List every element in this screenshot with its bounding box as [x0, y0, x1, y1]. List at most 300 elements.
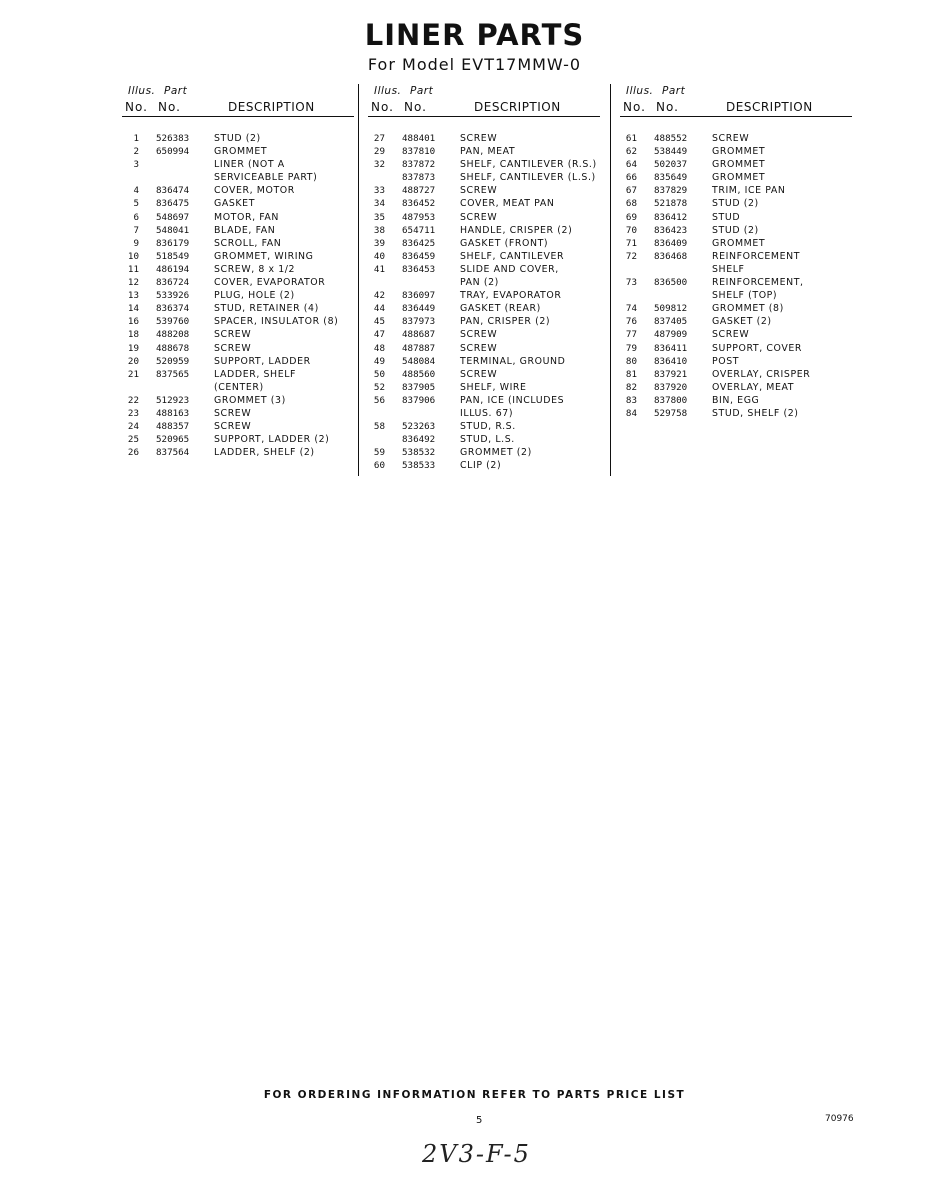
illus-number: 35 — [373, 211, 385, 223]
part-description: COVER, MEAT PAN — [460, 198, 555, 210]
part-row — [122, 171, 354, 184]
part-row — [620, 328, 852, 341]
part-row — [122, 433, 354, 446]
illus-number: 47 — [373, 329, 385, 341]
part-row — [368, 211, 600, 224]
part-number: 538449 — [654, 146, 688, 158]
illus-number: 45 — [373, 316, 385, 328]
part-row — [620, 355, 852, 368]
part-description: PAN, CRISPER (2) — [460, 316, 551, 328]
part-description: COVER, EVAPORATOR — [214, 277, 326, 289]
part-row — [368, 355, 600, 368]
part-row — [620, 132, 852, 145]
part-row — [122, 250, 354, 263]
parts-list — [620, 132, 852, 420]
parts-column-1 — [122, 82, 354, 459]
part-row — [368, 132, 600, 145]
part-row — [368, 342, 600, 355]
part-description: SCREW — [460, 211, 498, 223]
part-row — [122, 158, 354, 171]
part-number: 837905 — [402, 381, 436, 393]
part-description: SCREW — [460, 342, 498, 354]
handwritten-note: 2V3-F-5 — [422, 1140, 531, 1168]
part-row — [368, 289, 600, 302]
illus-number: 19 — [127, 342, 139, 354]
page-number: 5 — [476, 1115, 483, 1126]
part-description: SPACER, INSULATOR (8) — [214, 316, 339, 328]
illus-number: 27 — [373, 133, 385, 144]
part-description: STUD, SHELF (2) — [712, 407, 799, 419]
part-description: PAN, MEAT — [460, 146, 516, 158]
part-description: PLUG, HOLE (2) — [214, 290, 295, 302]
part-row — [122, 145, 354, 158]
part-description: SCREW, 8 x 1/2 — [214, 263, 296, 275]
part-number: 836412 — [654, 211, 688, 223]
part-number: 837405 — [654, 316, 688, 328]
part-row — [368, 433, 600, 446]
part-row — [620, 211, 852, 224]
header-illus: Illus. — [626, 85, 654, 97]
illus-number: 52 — [373, 381, 385, 393]
header-description: DESCRIPTION — [726, 100, 813, 114]
part-row — [368, 328, 600, 341]
part-number: 836453 — [402, 263, 436, 275]
part-description: GASKET (2) — [712, 316, 772, 328]
part-description: GASKET — [214, 198, 256, 210]
part-description: SLIDE AND COVER, — [460, 263, 559, 275]
part-row — [620, 289, 852, 302]
illus-number: 79 — [625, 342, 637, 354]
illus-number: 18 — [127, 329, 139, 341]
part-number: 538533 — [402, 460, 436, 472]
part-description: SHELF, CANTILEVER (R.S.) — [460, 159, 597, 171]
part-description: MOTOR, FAN — [214, 211, 280, 223]
header-part-no: No. — [404, 100, 427, 114]
part-number: 512923 — [156, 394, 190, 406]
illus-number: 67 — [625, 185, 637, 197]
part-number: 529758 — [654, 407, 688, 419]
part-row — [620, 381, 852, 394]
part-row — [122, 302, 354, 315]
header-part: Part — [410, 85, 434, 97]
part-row — [368, 407, 600, 420]
part-description: ILLUS. 67) — [460, 407, 514, 419]
part-description: GROMMET (3) — [214, 394, 286, 406]
part-description: HANDLE, CRISPER (2) — [460, 224, 573, 236]
header-illus: Illus. — [128, 85, 156, 97]
part-description: SHELF, WIRE — [460, 381, 527, 393]
part-row — [368, 394, 600, 407]
part-row — [620, 145, 852, 158]
illus-number: 59 — [373, 447, 385, 459]
part-number: 488401 — [402, 133, 436, 144]
illus-number: 38 — [373, 224, 385, 236]
illus-number: 3 — [133, 159, 139, 171]
illus-number: 61 — [625, 133, 637, 144]
part-number: 836449 — [402, 303, 436, 315]
parts-list — [368, 132, 600, 472]
part-description: BIN, EGG — [712, 394, 760, 406]
illus-number: 20 — [127, 355, 139, 367]
illus-number: 71 — [625, 237, 637, 249]
illus-number: 32 — [373, 159, 385, 171]
part-row — [122, 446, 354, 459]
part-description: GROMMET — [712, 172, 766, 184]
illus-number: 81 — [625, 368, 637, 380]
part-row — [122, 132, 354, 145]
part-description: SCREW — [214, 342, 252, 354]
part-row — [620, 171, 852, 184]
part-number: 836474 — [156, 185, 190, 197]
part-description: LADDER, SHELF — [214, 368, 297, 380]
header-description: DESCRIPTION — [228, 100, 315, 114]
illus-number: 64 — [625, 159, 637, 171]
part-row — [368, 276, 600, 289]
part-description: SHELF (TOP) — [712, 290, 778, 302]
part-number: 539760 — [156, 316, 190, 328]
column-divider — [610, 84, 611, 476]
part-row — [122, 381, 354, 394]
part-description: SHELF, CANTILEVER — [460, 250, 565, 262]
part-number: 836425 — [402, 237, 436, 249]
part-number: 836724 — [156, 277, 190, 289]
part-row — [368, 459, 600, 472]
part-number: 509812 — [654, 303, 688, 315]
part-number: 836409 — [654, 237, 688, 249]
part-row — [620, 407, 852, 420]
part-number: 502037 — [654, 159, 688, 171]
part-description: LINER (NOT A — [214, 159, 285, 171]
part-number: 837906 — [402, 394, 436, 406]
part-description: GASKET (REAR) — [460, 303, 541, 315]
part-number: 837565 — [156, 368, 190, 380]
part-number: 488208 — [156, 329, 190, 341]
part-number: 835649 — [654, 172, 688, 184]
part-row — [368, 302, 600, 315]
header-part: Part — [164, 85, 188, 97]
part-row — [620, 184, 852, 197]
part-row — [620, 224, 852, 237]
part-number: 526383 — [156, 133, 190, 144]
part-row — [122, 420, 354, 433]
part-number: 836452 — [402, 198, 436, 210]
illus-number: 50 — [373, 368, 385, 380]
illus-number: 48 — [373, 342, 385, 354]
illus-number: 26 — [127, 447, 139, 459]
part-number: 533926 — [156, 290, 190, 302]
illus-number: 73 — [625, 277, 637, 289]
part-row — [368, 224, 600, 237]
part-number: 548041 — [156, 224, 190, 236]
column-header — [368, 82, 600, 117]
part-number: 836410 — [654, 355, 688, 367]
illus-number: 66 — [625, 172, 637, 184]
part-description: OVERLAY, CRISPER — [712, 368, 811, 380]
illus-number: 16 — [127, 316, 139, 328]
part-description: (CENTER) — [214, 381, 264, 393]
header-part-no: No. — [158, 100, 181, 114]
part-description: SUPPORT, LADDER (2) — [214, 434, 330, 446]
header-illus-no: No. — [371, 100, 394, 114]
part-row — [368, 420, 600, 433]
part-row — [122, 394, 354, 407]
header-part: Part — [662, 85, 686, 97]
illus-number: 44 — [373, 303, 385, 315]
model-subtitle: For Model EVT17MMW-0 — [367, 55, 582, 74]
part-row — [368, 315, 600, 328]
illus-number: 24 — [127, 421, 139, 433]
illus-number: 72 — [625, 250, 637, 262]
part-description: LADDER, SHELF (2) — [214, 447, 315, 459]
part-description: GROMMET — [712, 237, 766, 249]
part-row — [620, 237, 852, 250]
part-description: GROMMET, WIRING — [214, 250, 314, 262]
part-number: 488560 — [402, 368, 436, 380]
part-description: GROMMET — [712, 146, 766, 158]
part-row — [122, 224, 354, 237]
part-description: SCREW — [214, 421, 252, 433]
illus-number: 62 — [625, 146, 637, 158]
part-row — [368, 237, 600, 250]
parts-column-3 — [620, 82, 852, 420]
illus-number: 11 — [127, 263, 139, 275]
part-number: 654711 — [402, 224, 436, 236]
part-description: STUD, R.S. — [460, 421, 516, 433]
part-number: 520959 — [156, 355, 190, 367]
part-number: 488552 — [654, 133, 688, 144]
part-row — [620, 315, 852, 328]
part-description: STUD, RETAINER (4) — [214, 303, 319, 315]
part-row — [122, 184, 354, 197]
part-row — [368, 171, 600, 184]
part-description: SCREW — [460, 329, 498, 341]
illus-number: 22 — [127, 394, 139, 406]
part-number: 837829 — [654, 185, 688, 197]
illus-number: 21 — [127, 368, 139, 380]
part-number: 836475 — [156, 198, 190, 210]
part-number: 488163 — [156, 407, 190, 419]
part-description: SHELF, CANTILEVER (L.S.) — [460, 172, 596, 184]
illus-number: 34 — [373, 198, 385, 210]
part-number: 837920 — [654, 381, 688, 393]
part-description: PAN, ICE (INCLUDES — [460, 394, 565, 406]
part-row — [122, 197, 354, 210]
header-illus-no: No. — [623, 100, 646, 114]
part-description: BLADE, FAN — [214, 224, 276, 236]
header-illus-no: No. — [125, 100, 148, 114]
part-description: GROMMET — [214, 146, 268, 158]
illus-number: 29 — [373, 146, 385, 158]
parts-list — [122, 132, 354, 459]
part-number: 836492 — [402, 434, 436, 446]
illus-number: 83 — [625, 394, 637, 406]
part-row — [122, 237, 354, 250]
part-row — [368, 250, 600, 263]
part-number: 836500 — [654, 277, 688, 289]
part-number: 521878 — [654, 198, 688, 210]
part-row — [122, 211, 354, 224]
part-number: 836411 — [654, 342, 688, 354]
part-description: STUD (2) — [712, 198, 759, 210]
part-number: 487887 — [402, 342, 436, 354]
illus-number: 10 — [127, 250, 139, 262]
column-header — [620, 82, 852, 117]
part-number: 486194 — [156, 263, 190, 275]
part-number: 520965 — [156, 434, 190, 446]
part-row — [368, 158, 600, 171]
illus-number: 23 — [127, 407, 139, 419]
part-row — [122, 289, 354, 302]
illus-number: 69 — [625, 211, 637, 223]
part-description: SUPPORT, COVER — [712, 342, 803, 354]
part-number: 836468 — [654, 250, 688, 262]
ordering-footer: FOR ORDERING INFORMATION REFER TO PARTS PRICE LIST — [263, 1089, 686, 1101]
part-number: 836374 — [156, 303, 190, 315]
part-row — [620, 276, 852, 289]
part-number: 488678 — [156, 342, 190, 354]
part-row — [122, 276, 354, 289]
illus-number: 7 — [133, 224, 139, 236]
part-number: 837800 — [654, 394, 688, 406]
part-number: 548084 — [402, 355, 436, 367]
part-row — [368, 368, 600, 381]
part-row — [620, 197, 852, 210]
illus-number: 14 — [127, 303, 139, 315]
part-row — [368, 446, 600, 459]
part-description: REINFORCEMENT, — [712, 277, 804, 289]
document-code: 70976 — [825, 1114, 854, 1124]
illus-number: 42 — [373, 290, 385, 302]
part-number: 837973 — [402, 316, 436, 328]
part-row — [368, 197, 600, 210]
part-number: 650994 — [156, 146, 190, 158]
part-description: SCREW — [214, 329, 252, 341]
part-row — [122, 263, 354, 276]
illus-number: 80 — [625, 355, 637, 367]
part-number: 538532 — [402, 447, 436, 459]
illus-number: 76 — [625, 316, 637, 328]
header-description: DESCRIPTION — [474, 100, 561, 114]
part-number: 836423 — [654, 224, 688, 236]
part-description: TRIM, ICE PAN — [712, 185, 786, 197]
part-description: PAN (2) — [460, 277, 499, 289]
part-row — [620, 250, 852, 263]
header-part-no: No. — [656, 100, 679, 114]
part-description: SCREW — [460, 368, 498, 380]
part-number: 837872 — [402, 159, 436, 171]
part-row — [368, 381, 600, 394]
illus-number: 60 — [373, 460, 385, 472]
part-number: 488687 — [402, 329, 436, 341]
page-title: LINER PARTS — [364, 18, 585, 52]
part-number: 836097 — [402, 290, 436, 302]
illus-number: 1 — [133, 133, 139, 144]
illus-number: 77 — [625, 329, 637, 341]
part-row — [620, 342, 852, 355]
illus-number: 82 — [625, 381, 637, 393]
illus-number: 39 — [373, 237, 385, 249]
illus-number: 74 — [625, 303, 637, 315]
part-description: SERVICEABLE PART) — [214, 172, 318, 184]
part-row — [122, 342, 354, 355]
part-row — [122, 355, 354, 368]
part-description: STUD, L.S. — [460, 434, 515, 446]
part-description: SCREW — [460, 185, 498, 197]
part-description: GASKET (FRONT) — [460, 237, 549, 249]
illus-number: 41 — [373, 263, 385, 275]
part-description: SCREW — [712, 329, 750, 341]
illus-number: 4 — [133, 185, 139, 197]
part-number: 488727 — [402, 185, 436, 197]
illus-number: 84 — [625, 407, 637, 419]
illus-number: 2 — [133, 146, 139, 158]
part-row — [620, 263, 852, 276]
part-row — [122, 368, 354, 381]
part-description: SCROLL, FAN — [214, 237, 282, 249]
part-number: 487953 — [402, 211, 436, 223]
part-description: OVERLAY, MEAT — [712, 381, 795, 393]
part-description: REINFORCEMENT — [712, 250, 801, 262]
illus-number: 49 — [373, 355, 385, 367]
part-description: SUPPORT, LADDER — [214, 355, 311, 367]
illus-number: 58 — [373, 421, 385, 433]
illus-number: 13 — [127, 290, 139, 302]
part-description: TRAY, EVAPORATOR — [460, 290, 562, 302]
part-description: GROMMET (8) — [712, 303, 784, 315]
illus-number: 40 — [373, 250, 385, 262]
parts-column-2 — [368, 82, 600, 472]
column-header — [122, 82, 354, 117]
part-description: STUD (2) — [712, 224, 759, 236]
part-number: 523263 — [402, 421, 436, 433]
illus-number: 25 — [127, 434, 139, 446]
part-description: GROMMET (2) — [460, 447, 532, 459]
part-number: 837873 — [402, 172, 436, 184]
part-number: 837921 — [654, 368, 688, 380]
part-number: 837810 — [402, 146, 436, 158]
part-description: SHELF — [712, 263, 745, 275]
part-number: 518549 — [156, 250, 190, 262]
part-description: COVER, MOTOR — [214, 185, 295, 197]
illus-number: 56 — [373, 394, 385, 406]
part-description: POST — [712, 355, 740, 367]
part-number: 548697 — [156, 211, 190, 223]
illus-number: 33 — [373, 185, 385, 197]
illus-number: 6 — [133, 211, 139, 223]
part-description: STUD — [712, 211, 741, 223]
illus-number: 5 — [133, 198, 139, 210]
header-illus: Illus. — [374, 85, 402, 97]
part-number: 836459 — [402, 250, 436, 262]
part-number: 488357 — [156, 421, 190, 433]
part-description: SCREW — [712, 133, 750, 144]
part-row — [368, 263, 600, 276]
part-row — [368, 145, 600, 158]
illus-number: 12 — [127, 277, 139, 289]
part-row — [122, 315, 354, 328]
part-description: SCREW — [460, 133, 498, 144]
part-number: 836179 — [156, 237, 190, 249]
part-description: GROMMET — [712, 159, 766, 171]
part-row — [620, 158, 852, 171]
part-description: STUD (2) — [214, 133, 261, 144]
part-description: SCREW — [214, 407, 252, 419]
part-row — [620, 394, 852, 407]
illus-number: 9 — [133, 237, 139, 249]
part-row — [368, 184, 600, 197]
part-row — [122, 328, 354, 341]
part-number: 487909 — [654, 329, 688, 341]
